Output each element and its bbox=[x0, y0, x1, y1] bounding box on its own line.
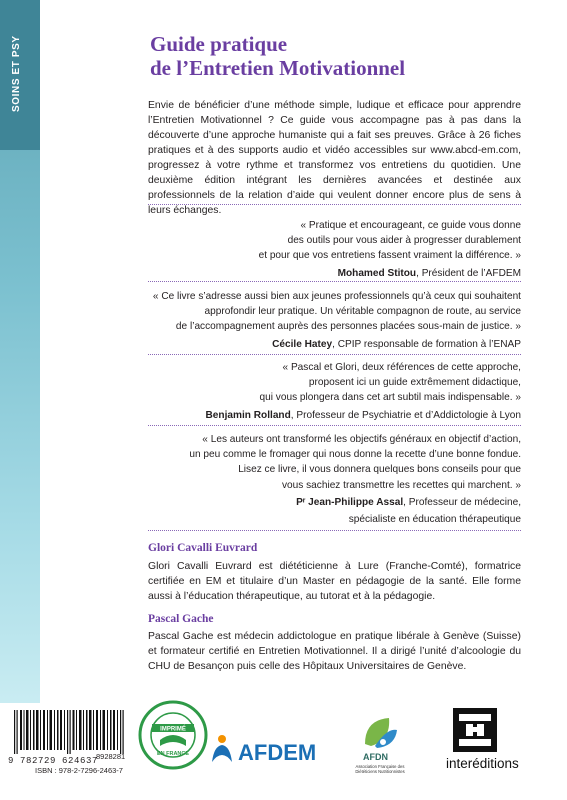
isbn: ISBN : 978-2-7296-2463-7 bbox=[35, 766, 123, 775]
quote-line: un peu comme le fromager qui nous donne la recette d’une bonne fondue. bbox=[189, 449, 521, 461]
afdem-text: AFDEM bbox=[238, 740, 317, 765]
badge-mid-text: EN FRANCE bbox=[156, 751, 190, 757]
quote-author: Benjamin Rolland bbox=[205, 409, 291, 421]
badge-top-text: IMPRIMÉ bbox=[160, 726, 186, 733]
quote-4 bbox=[148, 432, 521, 527]
barcode bbox=[8, 710, 138, 754]
quote-line: Lisez ce livre, il vous donnera quelques bons conseils pour que bbox=[238, 464, 521, 476]
publisher-name: interéditions bbox=[446, 756, 519, 771]
bio-name: Pascal Gache bbox=[148, 613, 214, 625]
intro-paragraph: Envie de bénéficier d’une méthode simple, ludique et efficace pour apprendre l’Entretien Motivationnel ? Ce guide vous accompagne pas à pas dans la découverte d’une approche humaniste qui a fait ses preuves. Grâce à 26 fiches pratiques et à des supports audio et vidéo accessibles sur www.abcd-em.com, progressez à votre rythme et transformez vos entretiens du quotidien. Une deuxième édition intégrant les dernières avancées et destinée aux professionnels de la relation d’aide qui veulent donner encore plus de sens à leurs échanges. bbox=[148, 100, 521, 216]
quote-line: « Pratique et encourageant, ce guide vous donne bbox=[300, 220, 521, 231]
quote-role: , Professeur de Psychiatrie et d’Addictologie à Lyon bbox=[290, 409, 521, 421]
bio-text: Glori Cavalli Euvrard est diététicienne à Lure (Franche-Comté), formatrice certifiée en EM et titulaire d’un Master en pédagogie de la santé. Elle forme aussi à l’éducation thérapeutique, au tutorat et à la pédagogie. bbox=[148, 561, 521, 602]
quote-line: proposent ici un guide extrêmement didactique, bbox=[308, 377, 521, 389]
quote-line: des outils pour vous aider à progresser durablement bbox=[287, 235, 521, 247]
quote-line: qui vous plongera dans cet art subtil mais indispensable. » bbox=[259, 392, 521, 404]
collection-label: SOINS ET PSY bbox=[11, 35, 22, 112]
quote-author: Pʳ Jean-Philippe Assal bbox=[296, 496, 404, 508]
quote-3 bbox=[148, 360, 521, 423]
divider bbox=[148, 425, 521, 426]
quote-author: Cécile Hatey bbox=[272, 338, 333, 350]
divider bbox=[148, 281, 521, 282]
quote-role-2: spécialiste en éducation thérapeutique bbox=[348, 514, 521, 526]
barcode-digits: 9 782729 624637 bbox=[8, 756, 99, 766]
quote-line: « Les auteurs ont transformé les objectifs généraux en objectif d’action, bbox=[202, 434, 521, 445]
quote-1 bbox=[148, 218, 521, 281]
quote-role: , Professeur de médecine, bbox=[403, 496, 521, 508]
afdem-logo bbox=[208, 728, 323, 768]
quote-author: Mohamed Stitou bbox=[337, 267, 417, 279]
afdn-subtitle: Association Française des Diététiciens Nutritionnistes bbox=[355, 764, 405, 774]
divider bbox=[148, 204, 521, 205]
quote-line: « Ce livre s’adresse aussi bien aux jeunes professionnels qu’à ceux qui souhaitent bbox=[152, 291, 521, 302]
quote-line: de l’accompagnement auprès des personnes placées sous-main de justice. » bbox=[175, 321, 521, 333]
bio-text: Pascal Gache est médecin addictologue en pratique libérale à Genève (Suisse) et formateur certifié en Entretien Motivationnel. Il a dirigé l’unité d’alcoologie du CHU de Besançon puis celle des Hôpitaux Universitaires de Genève. bbox=[148, 631, 521, 672]
bio-name: Glori Cavalli Euvrard bbox=[148, 542, 258, 554]
afdn-logo bbox=[345, 710, 413, 772]
divider bbox=[148, 530, 521, 531]
interediitons-mark-icon bbox=[453, 708, 497, 752]
divider bbox=[148, 354, 521, 355]
barcode-code: 8928281 bbox=[96, 752, 126, 761]
afdn-text: AFDN bbox=[363, 752, 388, 762]
eco-badge-logo bbox=[138, 700, 208, 770]
quote-line: « Pascal et Glori, deux références de cette approche, bbox=[282, 362, 521, 373]
quote-2 bbox=[148, 289, 521, 352]
quote-line: et pour que vos entretiens fassent vraiment la différence. » bbox=[258, 250, 521, 262]
book-title bbox=[150, 32, 480, 80]
quote-role: , Président de l’AFDEM bbox=[416, 267, 521, 279]
quote-role: , CPIP responsable de formation à l’ENAP bbox=[332, 338, 521, 350]
quote-line: approfondir leur pratique. Un véritable compagnon de route, au service bbox=[204, 306, 521, 318]
title-line-1: Guide pratique bbox=[150, 32, 288, 56]
quote-line: vous sachiez transmettre les recettes qui marchent. » bbox=[282, 479, 521, 491]
title-line-2: de l’Entretien Motivationnel bbox=[150, 56, 406, 80]
